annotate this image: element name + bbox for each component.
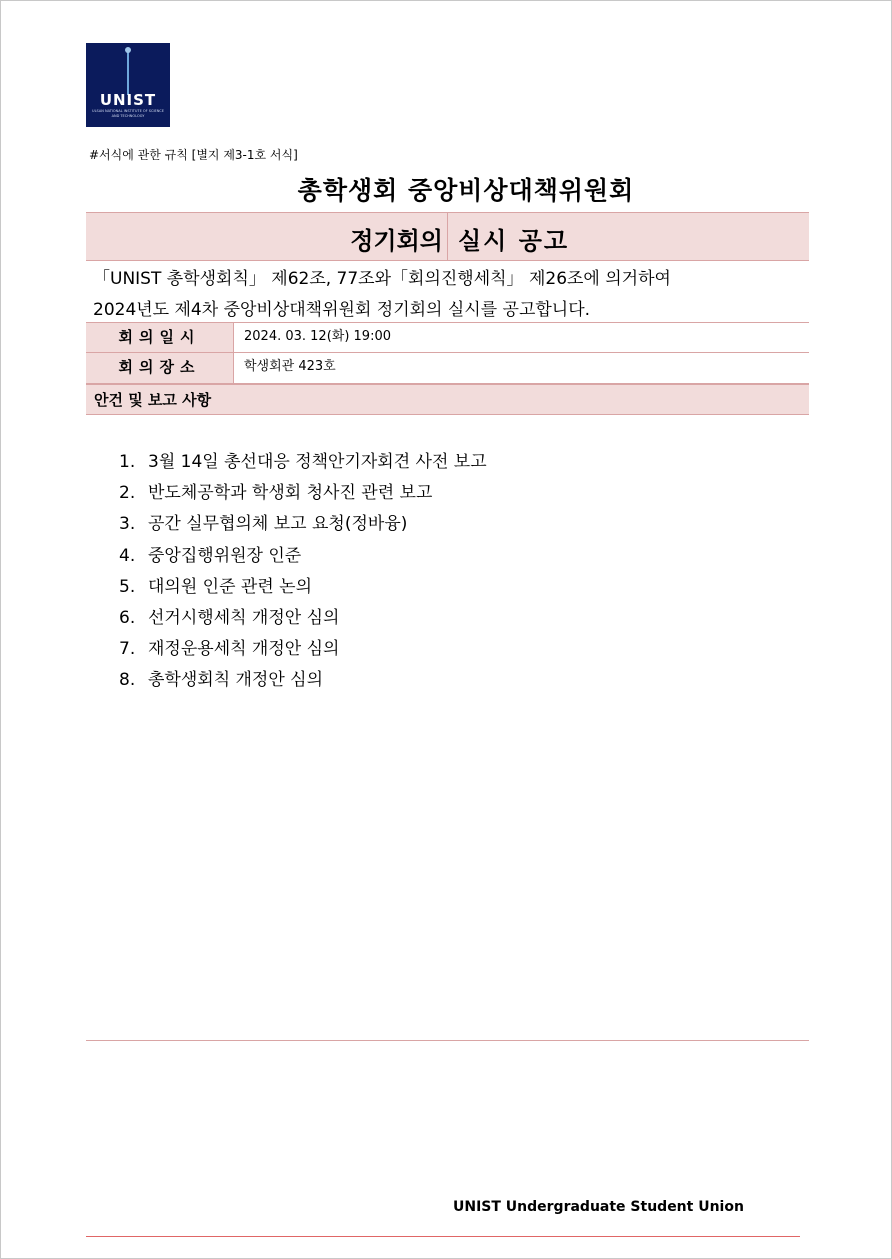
footer-divider [86, 1236, 800, 1237]
heading-divider [447, 213, 448, 260]
agenda-item [119, 543, 487, 574]
agenda-item [119, 480, 487, 511]
agenda-item [119, 449, 487, 480]
intro-line-2: 2024년도 제4차 중앙비상대책위원회 정기회의 실시를 공고합니다. [93, 300, 591, 320]
agenda-item [119, 511, 487, 542]
agenda-item-number: 3. [119, 514, 136, 535]
meeting-datetime-row [86, 322, 809, 353]
logo-subtitle: ULSAN NATIONAL INSTITUTE OF SCIENCE AND TECHNOLOGY [92, 109, 164, 118]
footer-union-name: UNIST Undergraduate Student Union [453, 1199, 744, 1215]
agenda-header-bar [86, 384, 809, 415]
meeting-location-label: 회의장소 [86, 353, 234, 383]
agenda-item-number: 1. [119, 452, 136, 472]
meeting-datetime-value: 2024. 03. 12(화) 19:00 [244, 329, 391, 344]
notice-heading-bar [86, 212, 809, 261]
logo-pin-mark [127, 49, 129, 95]
organization-title: 총학생회 중앙비상대책위원회 [297, 176, 635, 205]
agenda-header-label: 안건 및 보고 사항 [94, 391, 212, 409]
agenda-item-text: 총학생회칙 개정안 심의 [148, 670, 324, 691]
meeting-location-value: 학생회관 423호 [244, 359, 336, 374]
agenda-item [119, 574, 487, 605]
heading-right: 실시 공고 [458, 227, 570, 255]
agenda-item-number: 5. [119, 576, 136, 597]
heading-left: 정기회의 [350, 227, 443, 255]
meeting-datetime-label: 회의일시 [86, 323, 234, 352]
agenda-item [119, 636, 487, 667]
agenda-item-text: 재정운용세칙 개정안 심의 [148, 639, 340, 660]
agenda-item-text: 공간 실무협의체 보고 요청(정바융) [148, 514, 408, 535]
agenda-item-number: 4. [119, 545, 136, 566]
agenda-item [119, 667, 487, 698]
agenda-item [119, 605, 487, 636]
agenda-item-number: 7. [119, 639, 136, 660]
agenda-list [119, 449, 487, 699]
agenda-item-text: 3월 14일 총선대응 정책안기자회견 사전 보고 [148, 452, 487, 472]
agenda-item-text: 반도체공학과 학생회 청사진 관련 보고 [148, 483, 433, 504]
logo-wordmark: UNIST [99, 91, 157, 109]
agenda-item-number: 6. [119, 607, 136, 628]
intro-line-1: 「UNIST 총학생회칙」 제62조, 77조와「회의진행세칙」 제26조에 의거하여 [93, 269, 671, 289]
agenda-item-text: 선거시행세칙 개정안 심의 [148, 607, 340, 628]
bottom-divider [86, 1040, 809, 1041]
agenda-item-text: 중앙집행위원장 인준 [148, 545, 302, 566]
agenda-item-number: 8. [119, 670, 136, 691]
meeting-location-row [86, 353, 809, 384]
unist-logo [86, 43, 170, 127]
agenda-item-number: 2. [119, 483, 136, 504]
logo-pin-dot [125, 47, 131, 53]
agenda-item-text: 대의원 인준 관련 논의 [148, 576, 313, 597]
form-note: #서식에 관한 규칙 [별지 제3-1호 서식] [89, 148, 298, 162]
